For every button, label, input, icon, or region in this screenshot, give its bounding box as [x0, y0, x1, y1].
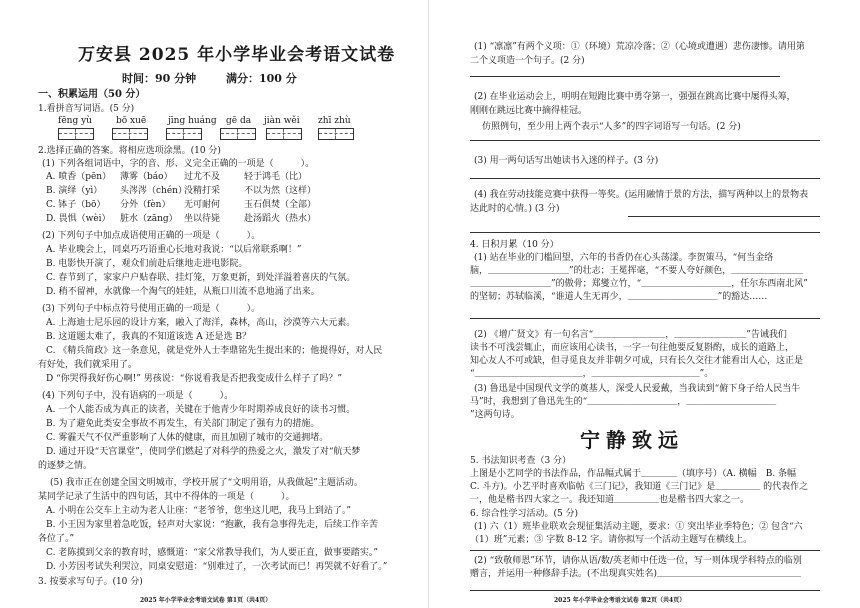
q3-4-cont: 达此时的心情。) (3 分)	[470, 204, 560, 214]
q4-1-c: ＿＿＿＿＿＿＿＿＿”的傲骨；郑燮立竹，“＿＿＿＿＿＿＿＿＿＿，任尔东西南北风”	[470, 279, 808, 289]
q4-1-answer-line[interactable]	[470, 318, 820, 319]
exam-title: 万安县 2025 年小学毕业会考语文试卷	[78, 45, 396, 65]
q2-3-b: B. 这道题太难了，我真的不知道该选 A 还是选 B？	[46, 332, 252, 342]
q3-1-answer-line[interactable]	[470, 76, 780, 77]
q3-2-prompt: 仿照例句，至少用上两个表示“人多”的四字词语写一句话。(2 分)	[482, 122, 741, 132]
pinyin-box-3[interactable]	[166, 128, 202, 140]
q6-1-b: （1）班”元素；③ 字数 8-12 字。请你拟写一个活动主题写在横线上。	[470, 535, 753, 545]
question-2: 2.选择正确的答案。将相应选项涂黑。(10 分)	[38, 146, 221, 156]
q4-2: (2) 《增广贤文》有一句名言“＿＿＿＿＿＿＿＿，＿＿＿＿＿＿＿＿”告诫我们	[474, 330, 787, 340]
q2-1-c1: C. 钵子（bō）	[46, 200, 106, 210]
pinyin-3: jīng huáng	[168, 116, 217, 126]
section-1-heading: 一、积累运用（50 分）	[38, 89, 146, 100]
question-2-5: (5) 我市正在创建全国文明城市，学校开展了“文明用语，从我做起”主题活动。	[50, 478, 363, 488]
q6-1-answer-line[interactable]	[470, 550, 820, 551]
q2-3-a: A. 上海迪士尼乐园的设计方案，融入了海洋，森林，高山，沙漠等六大元素。	[46, 318, 356, 328]
q6-2-b: 赠言，并运用一种修辞手法。(不出现真实姓名)＿＿＿＿＿＿＿＿＿＿＿＿＿＿＿＿	[470, 569, 802, 579]
q2-2-a: A. 毕业晚会上，同桌巧巧语重心长地对我说：“以后常联系啊！”	[46, 245, 302, 255]
q2-1-a2: 薄雾（báo）	[120, 172, 173, 182]
q2-1-b1: B. 演绎（yì）	[46, 186, 103, 196]
q2-5-b-cont: 各位了。”	[38, 534, 75, 544]
question-4: 4. 日积月累（10 分）	[470, 240, 559, 250]
q4-3-b: 马”时，我想到了鲁迅先生的“＿＿＿＿＿＿＿＿＿＿，＿＿＿＿＿＿＿＿＿＿	[470, 397, 777, 407]
q3-2-cont: 刚刚在跳远比赛中摘得桂冠。	[470, 106, 588, 116]
q2-2-c: C. 春节到了，家家户户贴春联、挂灯笼，万象更新，到处洋溢着喜庆的气氛。	[46, 273, 356, 283]
q3-1-cont: 二个义项造一个句子。(2 分)	[470, 56, 585, 66]
q3-3: (3) 用一两句话写出她读书入迷的样子。(3 分)	[474, 156, 659, 166]
pinyin-5: jiàn wěi	[264, 116, 300, 126]
pinyin-2: bō xuē	[116, 116, 147, 126]
q2-4-b: B. 为了避免此类安全事故不再发生，有关部门制定了强有力的措施。	[46, 419, 320, 429]
q3-2: (2) 在毕业运动会上，明明在短跑比赛中勇夺第一，强强在跳高比赛中屡得头筹，	[474, 92, 796, 102]
q6-2-answer-line[interactable]	[470, 590, 820, 591]
pinyin-box-1[interactable]	[58, 128, 94, 140]
exam-page-2	[438, 0, 856, 608]
q4-3-c: ”这两句诗。	[470, 410, 520, 420]
q2-2-b: B. 电影快开演了，观众们前赴后继地走进电影院。	[46, 259, 248, 269]
calligraphy-artwork: 宁静致远	[580, 428, 684, 452]
page-1-footer: 2025 年小学毕业会考语文试卷 第1页（共4页）	[140, 597, 272, 604]
question-2-1: (1) 下列各组词语中，字的音、形、义完全正确的一项是（ ）。	[42, 159, 315, 169]
q3-4-answer-line-2[interactable]	[470, 232, 820, 233]
question-1: 1.看拼音写词语。(5 分)	[38, 104, 135, 114]
q4-1: (1) 站在毕业的门槛回望，六年的书香仍在心头荡漾。李贺策马，“何当金络	[474, 253, 774, 263]
q2-1-c4: 玉石俱焚（全部）	[244, 200, 317, 210]
question-2-5-cont: 某同学记录了生活中的四句话，其中不得体的一项是（ ）。	[38, 492, 295, 502]
q2-1-a3: 过尤不及	[184, 172, 221, 182]
q4-2-c: 知心友人不可或缺，但寻觅良友并非朝夕可成，只有长久交往才能看出人心，这正是	[470, 356, 804, 366]
q2-1-a4: 轻于鸿毛（比）	[244, 172, 308, 182]
q2-3-c-cont: 有好处，我们就采用了。	[38, 360, 138, 370]
exam-page-1	[0, 0, 418, 608]
q3-2-answer-line[interactable]	[470, 140, 820, 141]
q2-1-d2: 脏水（zāng）	[120, 214, 178, 224]
q2-1-b2: 头涔涔（chén）	[120, 186, 187, 196]
q3-3-answer-line[interactable]	[470, 178, 820, 179]
q2-5-a: A. 小明在公交车上主动为老人让座：“老爷爷，您坐这儿吧，我马上到站了。”	[46, 506, 351, 516]
q3-1: (1) “凛凛”有两个义项：①（环境）荒凉冷落；②（心境或遭遇）悲伤凄惨。请用第	[474, 42, 805, 52]
q4-1-d: 的坚韧；苏轼临溪，“谁道人生无再少，＿＿＿＿＿＿＿＿＿＿”的豁达……	[470, 292, 768, 302]
exam-time: 时间：90 分钟	[122, 72, 197, 85]
q5-c: 一，他是楷书四大家之一。我还知道＿＿＿＿＿也是楷书四大家之一。	[470, 495, 750, 505]
q4-1-b: 脑，＿＿＿＿＿＿＿＿＿”的壮志；王冕挥毫，“不要人夸好颜色，＿＿＿＿＿＿＿＿	[470, 266, 804, 276]
pinyin-6: zhī zhù	[318, 116, 351, 126]
pinyin-box-4[interactable]	[220, 128, 256, 140]
q4-2-d: “＿＿＿＿＿＿＿＿＿＿＿＿，＿＿＿＿＿＿＿＿＿＿＿＿”。	[470, 369, 714, 379]
q2-1-c3: 无可耐何	[184, 200, 221, 210]
question-2-2: (2) 下列句子中加点成语使用正确的一项是（ ）。	[42, 231, 261, 241]
pinyin-box-2[interactable]	[112, 128, 148, 140]
pinyin-1: fēng yù	[58, 116, 92, 126]
q5-a: 上图是小艺同学的书法作品，作品幅式属于＿＿＿＿（填序号）（A. 横幅 B. 条幅	[470, 469, 797, 479]
q3-4: (4) 我在劳动技能竞赛中获得一等奖。(运用融情于景的方法，描写两种以上的景物表	[474, 190, 809, 200]
q3-4-answer-line-1[interactable]	[628, 216, 820, 217]
question-2-4: (4) 下列句子中，没有语病的一项是（ ）。	[42, 391, 234, 401]
q6-1: (1) 六（1）班毕业联欢会现征集活动主题，要求：① 突出毕业季特色；② 包含“六	[474, 522, 803, 532]
q2-4-c: C. 雾霾天气不仅严重影响了人体的健康，而且加剧了城市的交通拥堵。	[46, 433, 329, 443]
q4-3: (3) 鲁迅是中国现代文学的奠基人，深受人民爱戴，当我读到“俯下身子给人民当牛	[474, 384, 801, 394]
q2-1-c2: 分外（fèn）	[120, 200, 171, 210]
q4-2-b: 读书不可浅尝辄止，而应该用心读书，一字一句往他要反复斟酌，成长的道路上，	[470, 343, 795, 353]
q2-1-d4: 赴汤蹈火（热水）	[244, 214, 317, 224]
question-2-3: (3) 下列句子中标点符号使用正确的一项是（ ）。	[42, 304, 261, 314]
q2-2-d: D. 稍不留神，水就像一个淘气的娃娃，从瓶口川流不息地涌了出来。	[46, 287, 320, 297]
pinyin-box-5[interactable]	[266, 128, 302, 140]
question-3: 3. 按要求写句子。(10 分)	[38, 577, 143, 587]
q2-1-b4: 不以为然（这样）	[244, 186, 317, 196]
q2-5-d: D. 小芳因考试失利哭泣，同桌安慰道：“别难过了，一次考试而已！再哭就不好看了。”	[46, 562, 388, 572]
q2-4-d: D. 通过开设“天宫课堂”，使同学们燃起了对科学的热爱之火，激发了对“航天梦	[46, 447, 361, 457]
exam-score: 满分：100 分	[226, 72, 297, 85]
pinyin-4: gē da	[226, 116, 252, 126]
q2-5-b: B. 小王因为家里着急吃饭，轻声对大家说：“抱歉，我有急事得先走，后续工作辛苦	[46, 520, 378, 530]
q2-3-c: C. 《精兵简政》这一条意见，就是党外人士李鼎铭先生提出来的；他提得好，对人民	[46, 346, 383, 356]
q2-4-a: A. 一个人能否成为真正的读者，关键在于他青少年时期养成良好的读书习惯。	[46, 405, 356, 415]
q2-1-d1: D. 畏惧（wèi）	[46, 214, 111, 224]
question-5: 5. 书法知识考查（3 分）	[470, 456, 572, 466]
q6-2: (2) “致敬师恩”环节，请你从语/数/英老师中任选一位，写一则体现学科特点的临别	[474, 556, 802, 566]
q2-3-d: D “你哭得我好伤心啊!” 男孩说：“你说看我是否把我变成什么样子了吗？”	[46, 374, 342, 384]
q5-b: C. 斗方)。小艺平时喜欢临帖《三门记》，我知道《三门记》是＿＿＿＿＿ 的代表作之	[470, 482, 809, 492]
pinyin-box-6[interactable]	[318, 128, 354, 140]
page-2-footer: 2025 年小学毕业会考语文试卷 第2页（共4页）	[554, 597, 686, 604]
q2-1-b3: 没精打采	[184, 186, 221, 196]
question-6: 6. 综合性学习活动。(5 分)	[470, 509, 579, 519]
q2-1-d3: 坐以待毙	[184, 214, 221, 224]
q2-4-d-cont: 的逐梦之情。	[38, 461, 93, 471]
q2-5-c: C. 老陈摸到父亲的教育时，感慨道：“家父常教导我们，为人要正直，做事要踏实。”	[46, 548, 378, 558]
q2-1-a1: A. 喷香（pēn）	[46, 172, 112, 182]
